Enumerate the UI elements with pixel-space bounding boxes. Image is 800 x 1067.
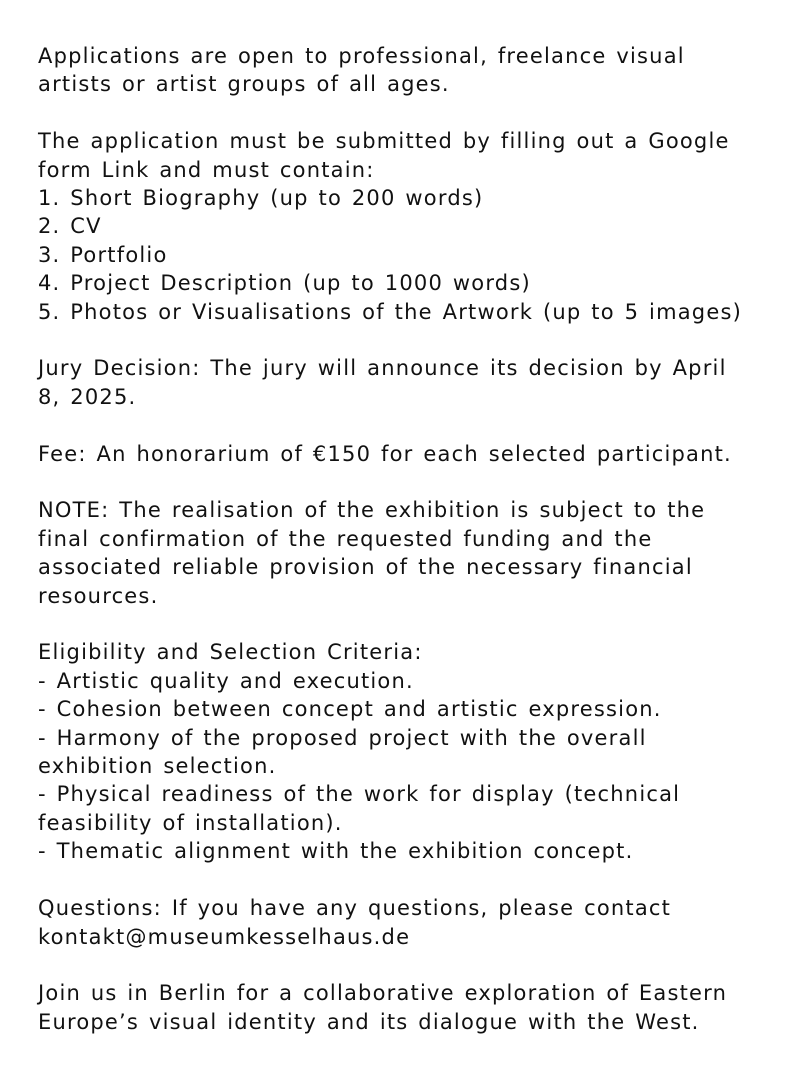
intro-paragraph	[38, 42, 778, 99]
list-item-continuation: exhibition selection.	[38, 754, 277, 779]
section-heading: Eligibility and Selection Criteria:	[38, 640, 423, 665]
fee-paragraph	[38, 440, 778, 468]
text-line: final confirmation of the requested funding and the	[38, 526, 653, 551]
document-body	[38, 42, 778, 1065]
text-line: Questions: If you have any questions, please contact	[38, 896, 672, 921]
note-paragraph	[38, 496, 778, 610]
text-line: 8, 2025.	[38, 384, 137, 409]
list-item: 1. Short Biography (up to 200 words)	[38, 186, 484, 211]
list-item: 5. Photos or Visualisations of the Artwork (up to 5 images)	[38, 299, 742, 324]
text-line: resources.	[38, 583, 159, 608]
list-item: - Artistic quality and execution.	[38, 668, 414, 693]
selection-criteria	[38, 638, 778, 865]
text-line: NOTE: The realisation of the exhibition is subject to the	[38, 498, 706, 523]
text-line: artists or artist groups of all ages.	[38, 72, 450, 97]
text-line: Europe’s visual identity and its dialogue with the West.	[38, 1009, 700, 1034]
text-line: The application must be submitted by filling out a Google	[38, 129, 730, 154]
list-item: - Cohesion between concept and artistic expression.	[38, 697, 662, 722]
questions-paragraph	[38, 894, 778, 951]
list-item: - Physical readiness of the work for display (technical	[38, 782, 681, 807]
list-item: 3. Portfolio	[38, 242, 168, 267]
text-line: Join us in Berlin for a collaborative exploration of Eastern	[38, 981, 728, 1006]
contact-email: kontakt@museumkesselhaus.de	[38, 924, 411, 949]
closing-paragraph	[38, 979, 778, 1036]
application-requirements	[38, 127, 778, 326]
text-line: form Link and must contain:	[38, 157, 375, 182]
text-line: Jury Decision: The jury will announce its decision by April	[38, 356, 727, 381]
list-item: - Harmony of the proposed project with the overall	[38, 725, 647, 750]
text-line: Fee: An honorarium of €150 for each selected participant.	[38, 441, 732, 466]
text-line: associated reliable provision of the necessary financial	[38, 555, 693, 580]
list-item: 4. Project Description (up to 1000 words)	[38, 271, 531, 296]
jury-decision-paragraph	[38, 354, 778, 411]
list-item-continuation: feasibility of installation).	[38, 810, 343, 835]
list-item: - Thematic alignment with the exhibition concept.	[38, 839, 634, 864]
list-item: 2. CV	[38, 214, 102, 239]
text-line: Applications are open to professional, freelance visual	[38, 44, 685, 68]
